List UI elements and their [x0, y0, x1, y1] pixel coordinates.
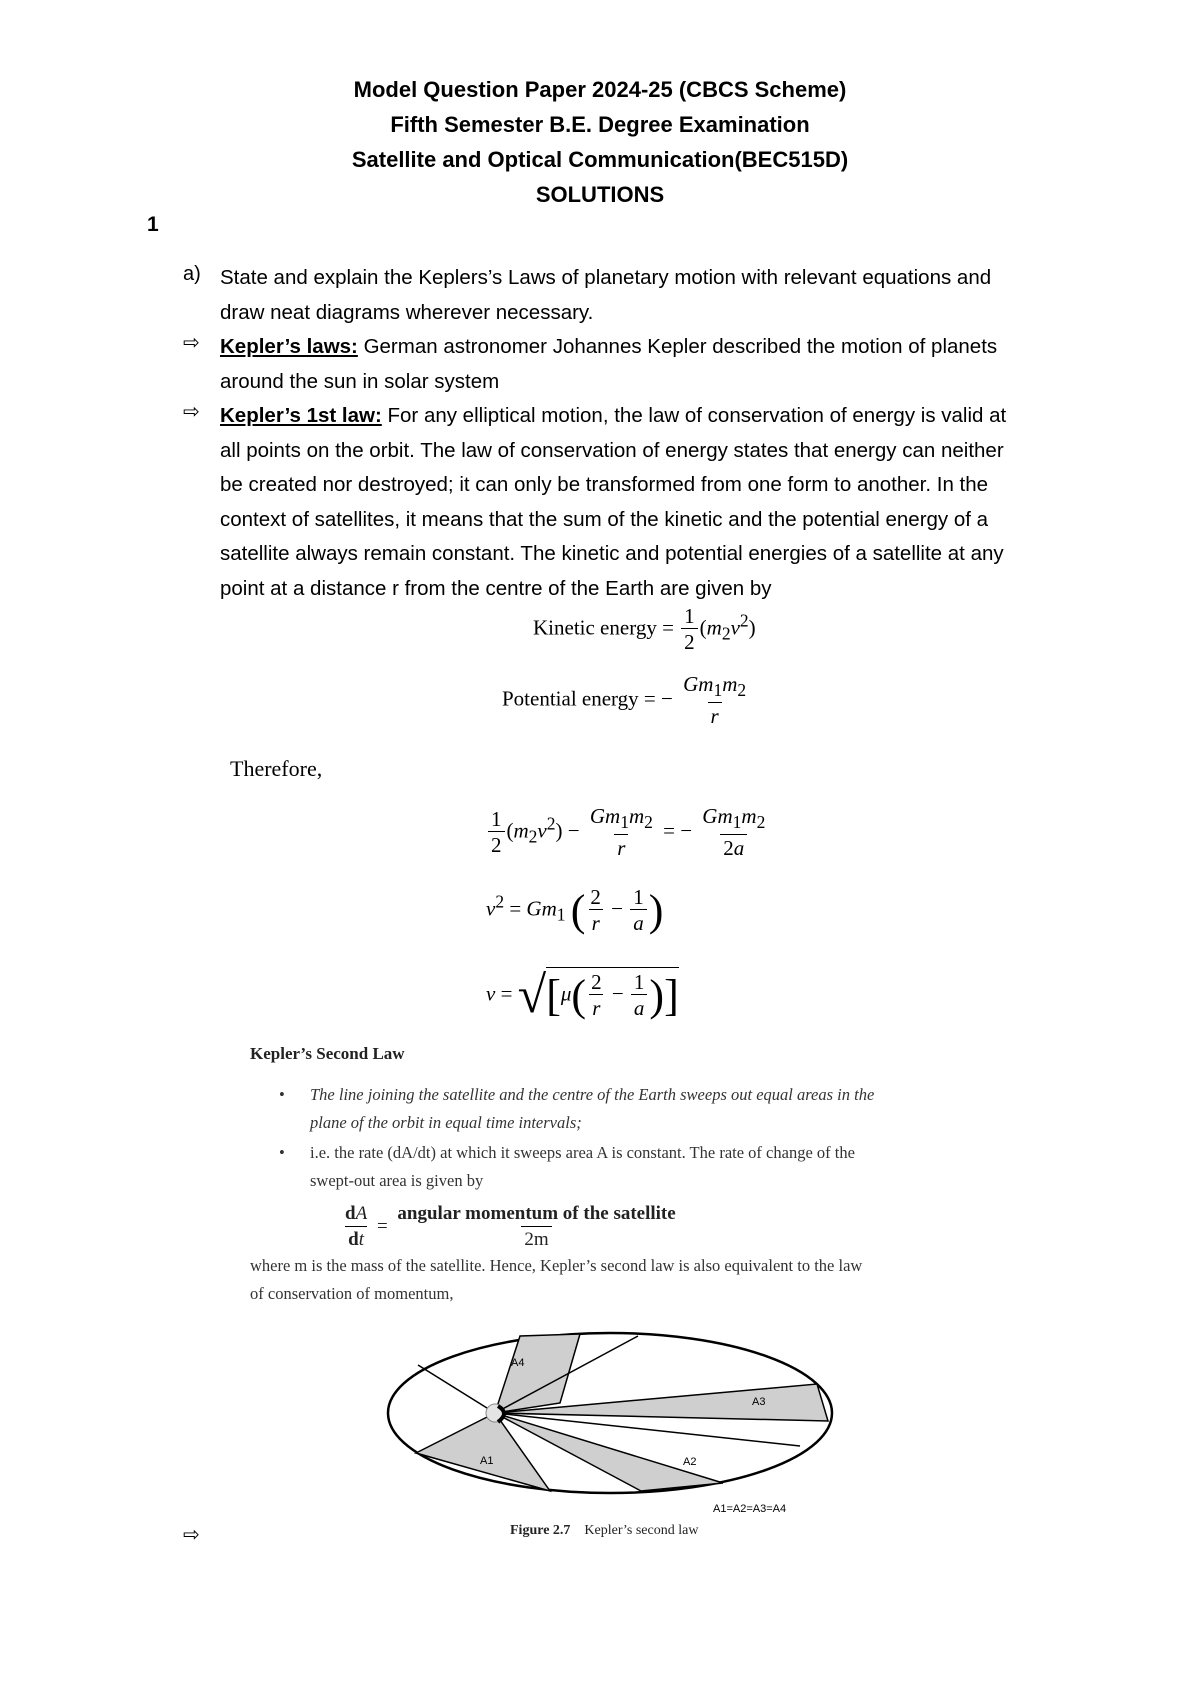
figure-label-a2: A2 — [683, 1456, 697, 1468]
paragraph-text: German astronomer Johannes Kepler described the motion of planets — [357, 335, 998, 358]
velocity-equation: v = √[μ( $\frac{2}{r}$ − $\frac{1}{a}$ )] — [486, 967, 679, 1024]
figure-caption-text: Kepler’s second law — [584, 1523, 699, 1538]
first-law-heading: Kepler’s 1st law: — [220, 404, 382, 427]
potential-energy-equation: Potential energy = − $\frac{Gm_1m_2}{r}$ — [502, 672, 747, 729]
energy-balance-equation: $\frac{1}{2}$ $(m_2v^2)$ − $\frac{Gm_1m_2}{r}$ = − $\frac{Gm_1m_2}{2a}$ — [486, 804, 770, 861]
figure-caption — [510, 1523, 698, 1539]
first-law-paragraph — [220, 399, 1060, 606]
figure-label-a1: A1 — [480, 1455, 494, 1467]
figure-number: Figure 2.7 — [510, 1523, 571, 1538]
arrow-bullet-icon: ⇨ — [183, 332, 200, 354]
question-text — [220, 261, 1060, 330]
subject-title: Satellite and Optical Communication(BEC515D) — [351, 147, 849, 172]
figure-label-a3: A3 — [752, 1396, 766, 1408]
paragraph-line: all points on the orbit. The law of conservation of energy states that energy can neither — [220, 438, 1004, 462]
paragraph-line: point at a distance r from the centre of the Earth are given by — [220, 576, 772, 600]
paragraph-line: satellite always remain constant. The kinetic and potential energies of a satellite at any — [220, 542, 1004, 565]
document-header — [0, 72, 1200, 212]
area-rate-equation: $\frac{dA}{dt}$ = $\frac{\text{angular momentum of the satellite}}{2m}$ — [340, 1202, 681, 1253]
paragraph-line: context of satellites, it means that the sum of the kinetic and the potential energy of a — [220, 507, 989, 531]
exam-title: Fifth Semester B.E. Degree Examination — [390, 112, 810, 137]
therefore-label: Therefore, — [230, 756, 323, 781]
paragraph-text: For any elliptical motion, the law of conservation of energy is valid at — [381, 404, 1007, 427]
second-law-bullet-1: The line joining the satellite and the centre of the Earth sweeps out equal areas in the plane of the orbit in equal time intervals; — [310, 1085, 875, 1132]
paragraph-line: be created nor destroyed; it can only be transformed from one form to another. In the — [220, 473, 989, 496]
figure-equality-label: A1=A2=A3=A4 — [713, 1503, 787, 1515]
solutions-title: SOLUTIONS — [535, 182, 665, 207]
bullet-dot-icon: • — [279, 1085, 285, 1104]
kinetic-energy-equation: Kinetic energy = $\frac{1}{2}$ $(m_2v^2)$ — [533, 604, 756, 654]
paper-title: Model Question Paper 2024-25 (CBCS Scheme) — [353, 77, 847, 102]
arrow-bullet-icon: ⇨ — [183, 401, 200, 423]
second-law-bullet-2: i.e. the rate (dA/dt) at which it sweeps area A is constant. The rate of change of the swept-out area is given by — [310, 1143, 855, 1190]
bullet-dot-icon: • — [279, 1143, 285, 1162]
question-number: 1 — [147, 213, 159, 236]
question-line: draw neat diagrams wherever necessary. — [220, 300, 594, 324]
figure-label-a4: A4 — [511, 1357, 525, 1369]
arrow-bullet-icon: ⇨ — [183, 1524, 200, 1546]
second-law-conclusion: where m is the mass of the satellite. Hence, Kepler’s second law is also equivalent to the law of conservation of momentum, — [250, 1256, 863, 1303]
kepler-second-law-diagram — [380, 1318, 850, 1518]
question-line: State and explain the Keplers’s Laws of planetary motion with relevant equations and — [220, 266, 992, 289]
paragraph-line: around the sun in solar system — [220, 369, 500, 393]
second-law-heading: Kepler’s Second Law — [250, 1044, 405, 1063]
keplers-laws-paragraph — [220, 330, 1060, 399]
velocity-squared-equation: $v^2 = Gm_1$ ( $\frac{2}{r}$ − $\frac{1}{a}$ ) — [486, 885, 664, 935]
keplers-laws-heading: Kepler’s laws: — [220, 335, 358, 358]
question-label: a) — [183, 263, 201, 285]
